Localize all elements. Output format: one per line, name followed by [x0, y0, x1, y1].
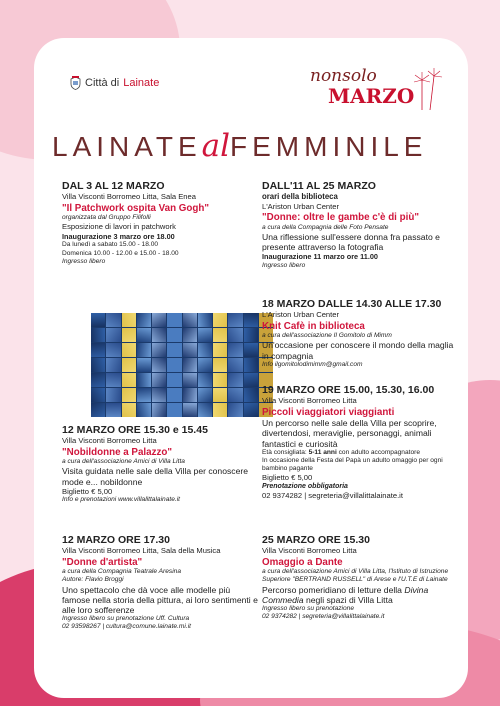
- patchwork-tile: [152, 373, 166, 387]
- patchwork-tile: [91, 358, 105, 372]
- patchwork-tile: [228, 328, 242, 342]
- logo-script-text: nonsolo: [310, 66, 377, 86]
- patchwork-tile: [183, 343, 197, 357]
- event-booking: Prenotazione obbligatoria: [262, 482, 348, 490]
- event-hours-weekdays: Da lunedì a sabato 15.00 - 18.00: [62, 241, 159, 249]
- event-name: Omaggio a Dante: [262, 556, 343, 568]
- page-title: [52, 128, 452, 164]
- patchwork-tile: [244, 403, 258, 417]
- patchwork-tile: [244, 373, 258, 387]
- patchwork-tile: [122, 313, 136, 327]
- event-contact: 02 93598267 | cultura@comune.lainate.mi.it: [62, 623, 192, 631]
- event-place: Villa Visconti Borromeo Litta: [262, 396, 357, 405]
- patchwork-tile: [152, 388, 166, 402]
- event-place: Villa Visconti Borromeo Litta, Sala Enea: [62, 192, 196, 201]
- event-inauguration: Inaugurazione 3 marzo ore 18.00: [62, 231, 175, 241]
- patchwork-tile: [198, 403, 212, 417]
- event-piccoli-viaggiatori: [262, 384, 458, 501]
- event-description: Visita guidata nelle sale della Villa per conoscere mode e... nobildonne: [62, 466, 248, 487]
- event-omaggio-dante: [262, 534, 458, 621]
- event-hours-sunday: Domenica 10.00 - 12.00 e 15.00 - 18.00: [62, 249, 179, 257]
- desc-a: Percorso pomeridiano di letture della: [262, 584, 405, 595]
- age-prefix: Età consigliata:: [262, 448, 309, 456]
- patchwork-tile: [106, 373, 120, 387]
- event-place: L'Ariston Urban Center: [262, 310, 340, 319]
- event-donne-oltre: [262, 180, 458, 270]
- event-age: [262, 449, 458, 457]
- event-name: "Donne: oltre le gambe c'è di più": [262, 212, 419, 224]
- event-subtitle: orari della biblioteca: [262, 192, 338, 201]
- event-date: DAL 3 AL 12 MARZO: [62, 180, 165, 192]
- patchwork-tile: [183, 388, 197, 402]
- event-contact: 02 9374282 | segreteria@villalittalainate.it: [262, 613, 385, 621]
- patchwork-tile: [213, 328, 227, 342]
- logo-marzo-text: MARZO: [328, 84, 415, 108]
- patchwork-tile: [213, 373, 227, 387]
- desc-c: negli spazi di Villa Litta: [303, 594, 393, 605]
- patchwork-tile: [137, 358, 151, 372]
- event-description: Uno spettacolo che dà voce alle modelle più famose nella storia della pittura, ai loro sentimenti e alle loro sofferenze: [62, 584, 258, 615]
- patchwork-tile: [183, 403, 197, 417]
- patchwork-tile: [122, 403, 136, 417]
- patchwork-tile: [91, 328, 105, 342]
- event-name: "Il Patchwork ospita Van Gogh": [62, 202, 210, 214]
- patchwork-tile: [228, 358, 242, 372]
- nonsolo-marzo-logo: [306, 66, 446, 114]
- patchwork-tile: [183, 373, 197, 387]
- event-offer: In occasione della Festa del Papà un adulto omaggio per ogni bambino pagante: [262, 456, 443, 473]
- event-organizer: a cura dell'associazione Il Gomitolo di Mimm: [262, 332, 392, 340]
- event-price: Biglietto € 5,00: [62, 486, 113, 496]
- patchwork-tile: [167, 403, 181, 417]
- patchwork-tile: [106, 358, 120, 372]
- event-booking-note: Ingresso libero su prenotazione Uff. Cultura: [62, 615, 190, 623]
- event-organizer: a cura dell'associazione Amici di Villa Litta, l'Istituto di Istruzione Superiore "BERTRAND RUSSELL" di Arese e l'U.T.E di Lainate: [262, 568, 449, 584]
- event-place: Villa Visconti Borromeo Litta: [62, 436, 157, 445]
- patchwork-tile: [198, 343, 212, 357]
- patchwork-tile: [198, 388, 212, 402]
- event-author: Autore: Flavio Broggi: [62, 576, 124, 584]
- patchwork-tile: [183, 358, 197, 372]
- patchwork-tile: [106, 388, 120, 402]
- city-name: Lainate: [123, 77, 160, 89]
- event-knit-cafe: [262, 298, 458, 369]
- event-contact: 02 9374282 | segreteria@villalittalainate.it: [262, 491, 403, 501]
- event-price: Biglietto € 5,00: [262, 473, 313, 483]
- event-description: Un'occasione per conoscere il mondo della maglia in compagnia: [262, 340, 454, 361]
- city-crest-icon: [70, 76, 81, 90]
- patchwork-tile: [137, 373, 151, 387]
- event-info: Info e prenotazioni www.villalittalainate.it: [62, 496, 181, 504]
- event-place: L'Ariston Urban Center: [262, 201, 340, 211]
- patchwork-tile: [198, 313, 212, 327]
- patchwork-tile: [106, 403, 120, 417]
- patchwork-tile: [91, 343, 105, 357]
- event-entry-note: Ingresso libero: [62, 257, 106, 265]
- patchwork-tile: [122, 328, 136, 342]
- patchwork-tile: [122, 388, 136, 402]
- event-info: Info ilgomitolodimimm@gmail.com: [262, 360, 363, 368]
- event-booking-note: Ingresso libero su prenotazione: [262, 604, 355, 612]
- patchwork-tile: [244, 358, 258, 372]
- patchwork-tile: [137, 313, 151, 327]
- patchwork-tile: [213, 388, 227, 402]
- patchwork-tile: [228, 403, 242, 417]
- patchwork-tile: [137, 328, 151, 342]
- patchwork-tile: [106, 313, 120, 327]
- patchwork-tile: [137, 343, 151, 357]
- patchwork-tile: [137, 388, 151, 402]
- patchwork-tile: [198, 373, 212, 387]
- event-name: Knit Cafè in biblioteca: [262, 320, 365, 332]
- event-date: 12 MARZO ORE 15.30 e 15.45: [62, 424, 208, 436]
- patchwork-tile: [167, 373, 181, 387]
- patchwork-tile: [213, 403, 227, 417]
- patchwork-tile: [167, 358, 181, 372]
- patchwork-tile: [213, 343, 227, 357]
- city-logo: [70, 76, 159, 90]
- patchwork-tile: [91, 373, 105, 387]
- patchwork-tile: [228, 388, 242, 402]
- age-range: 5-11 anni: [308, 448, 337, 456]
- event-description: Esposizione di lavori in patchwork: [62, 222, 176, 232]
- event-description: [262, 585, 458, 605]
- title-al: al: [201, 128, 231, 164]
- title-femminile: FEMMINILE: [230, 131, 428, 162]
- age-suffix: con adulto accompagnatore: [336, 448, 421, 456]
- patchwork-tile: [122, 373, 136, 387]
- event-date: 18 MARZO DALLE 14.30 ALLE 17.30: [262, 298, 442, 310]
- desc-b: Divina Commedia: [262, 584, 429, 605]
- event-place: Villa Visconti Borromeo Litta: [262, 546, 357, 555]
- event-entry-note: Ingresso libero: [262, 261, 306, 269]
- patchwork-tile: [91, 313, 105, 327]
- event-date: 25 MARZO ORE 15.30: [262, 534, 370, 546]
- patchwork-tile: [244, 313, 258, 327]
- event-nobildonne: [62, 424, 258, 505]
- title-lainate: LAINATE: [52, 131, 202, 162]
- event-date: 12 MARZO ORE 17.30: [62, 534, 170, 546]
- patchwork-tile: [213, 313, 227, 327]
- event-description: Una riflessione sull'essere donna fra passato e presente attraverso la fotografia: [262, 231, 440, 253]
- event-place: Villa Visconti Borromeo Litta, Sala della Musica: [62, 546, 221, 555]
- event-patchwork: [62, 180, 258, 266]
- patchwork-tile: [228, 373, 242, 387]
- event-organizer: organizzata dal Gruppo Filifolli: [62, 214, 151, 222]
- event-name: Piccoli viaggiatori viaggianti: [262, 406, 395, 418]
- patchwork-tile: [198, 358, 212, 372]
- patchwork-tile: [91, 403, 105, 417]
- patchwork-tile: [122, 343, 136, 357]
- dandelion-icon: [410, 66, 446, 112]
- patchwork-tile: [198, 328, 212, 342]
- van-gogh-patchwork-image: [91, 313, 273, 417]
- patchwork-tile: [152, 403, 166, 417]
- patchwork-tile: [137, 403, 151, 417]
- patchwork-tile: [228, 343, 242, 357]
- patchwork-tile: [106, 343, 120, 357]
- patchwork-tile: [152, 343, 166, 357]
- patchwork-tile: [244, 343, 258, 357]
- event-date: DALL'11 AL 25 MARZO: [262, 180, 376, 192]
- patchwork-tile: [106, 328, 120, 342]
- event-donne-artista: [62, 534, 258, 632]
- patchwork-tile: [167, 328, 181, 342]
- patchwork-tile: [244, 388, 258, 402]
- event-name: "Donne d'artista": [62, 556, 143, 568]
- patchwork-tile: [228, 313, 242, 327]
- patchwork-tile: [213, 358, 227, 372]
- event-description: Un percorso nelle sale della Villa per scoprire, divertendosi, meraviglie, personaggi, animali fantastici e curiosità: [262, 418, 437, 449]
- event-organizer: a cura dell'associazione Amici di Villa Litta: [62, 458, 185, 466]
- event-organizer: a cura della Compagnia Teatrale Aresina: [62, 568, 182, 576]
- patchwork-tile: [122, 358, 136, 372]
- patchwork-tile: [152, 313, 166, 327]
- patchwork-tile: [183, 313, 197, 327]
- patchwork-tile: [167, 343, 181, 357]
- patchwork-tile: [91, 388, 105, 402]
- event-name: "Nobildonne a Palazzo": [62, 446, 172, 458]
- patchwork-tile: [152, 358, 166, 372]
- patchwork-tile: [167, 388, 181, 402]
- event-organizer: a cura della Compagnia delle Foto Pensate: [262, 223, 389, 231]
- event-date: 19 MARZO ORE 15.00, 15.30, 16.00: [262, 384, 435, 396]
- patchwork-tile: [152, 328, 166, 342]
- event-inauguration: Inaugurazione 11 marzo ore 11.00: [262, 252, 378, 262]
- patchwork-tile: [183, 328, 197, 342]
- patchwork-tile: [244, 328, 258, 342]
- city-prefix: Città di: [85, 77, 120, 89]
- patchwork-tile: [167, 313, 181, 327]
